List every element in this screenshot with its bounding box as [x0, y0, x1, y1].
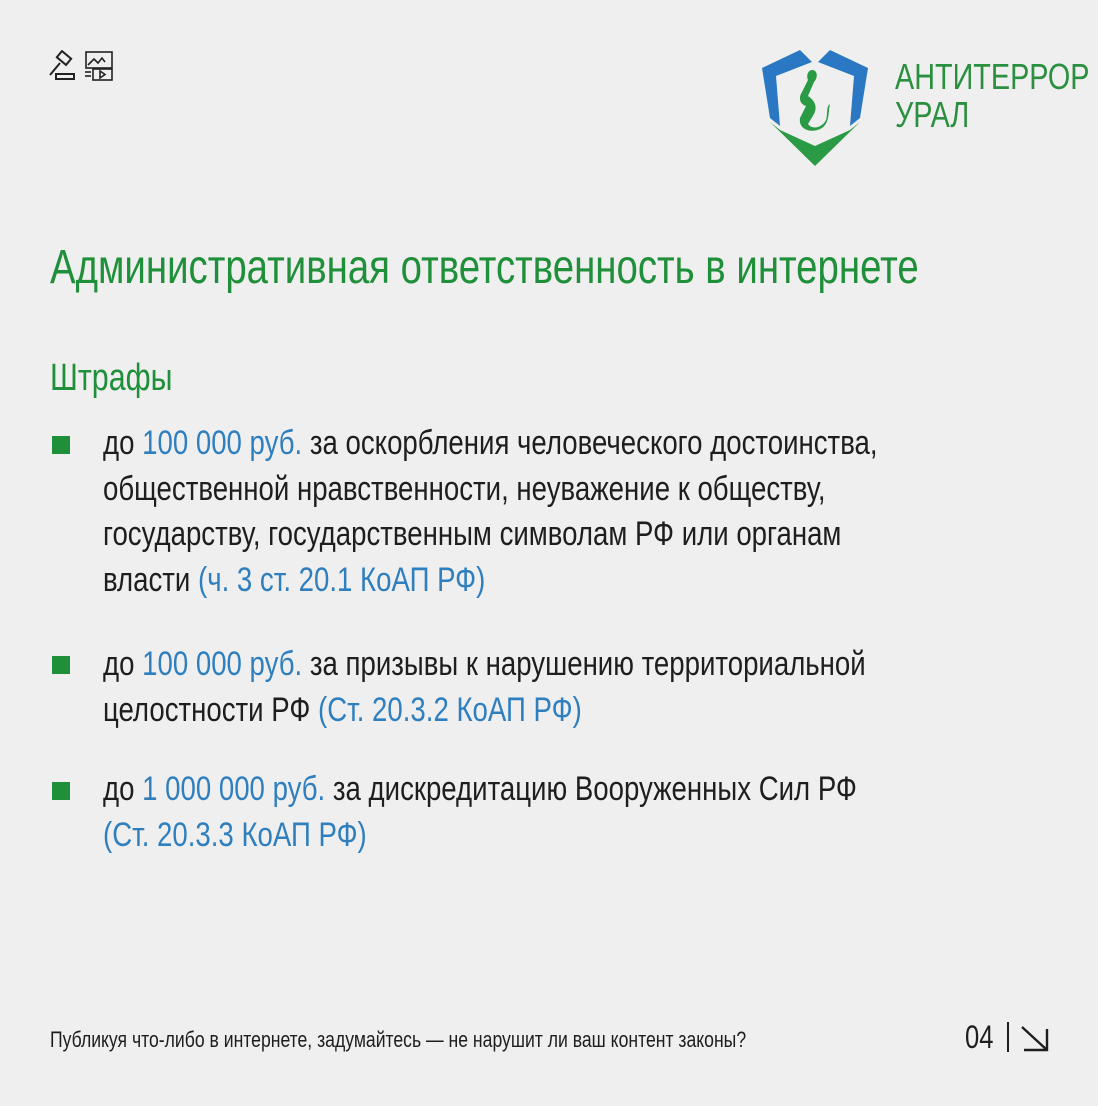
- line: [103, 558, 878, 604]
- body-text: общественной нравственности, неуважение к обществу,: [103, 469, 826, 508]
- highlight-text: (ч. 3 ст. 20.1 КоАП РФ): [198, 560, 486, 599]
- body-text: за дискредитацию Вооруженных Сил РФ: [325, 770, 857, 808]
- page-title: Административная ответственность в интернете: [50, 241, 919, 294]
- footer-text: Публикуя что-либо в интернете, задумайтесь — не нарушит ли ваш контент законы?: [50, 1027, 747, 1052]
- logo-line-1: АНТИТЕРРОР: [895, 56, 1090, 97]
- lizard-icon: [800, 70, 830, 131]
- logo-text: [895, 58, 1090, 134]
- gavel-icon: [50, 51, 74, 79]
- line: [103, 767, 857, 813]
- highlight-text: (Ст. 20.3.3 КоАП РФ): [103, 815, 367, 854]
- fine-item-2: [103, 642, 866, 733]
- line: [103, 688, 866, 734]
- body-text: за оскорбления человеческого достоинства,: [302, 424, 878, 462]
- line: [103, 421, 878, 467]
- logo-line-2: УРАЛ: [895, 94, 970, 135]
- line: [103, 642, 866, 688]
- bullet-icon: [52, 782, 70, 800]
- body-text: власти: [103, 560, 199, 599]
- highlight-text: 1 000 000 руб.: [142, 770, 326, 808]
- divider: [1007, 1022, 1009, 1052]
- media-content-icon: [85, 52, 112, 80]
- fine-item-3: [103, 767, 857, 858]
- logo-shield: [762, 48, 868, 173]
- body-text: государству, государственным символам РФ или органам: [103, 515, 842, 553]
- highlight-text: (Ст. 20.3.2 КоАП РФ): [318, 690, 582, 729]
- arrow-down-right-icon: [1020, 1025, 1050, 1058]
- body-text: до: [103, 645, 143, 683]
- highlight-text: 100 000 руб.: [142, 645, 303, 683]
- header-icons: [48, 50, 116, 87]
- fine-item-1: [103, 421, 878, 603]
- section-subtitle: Штрафы: [50, 357, 173, 399]
- body-text: целостности РФ: [103, 690, 319, 729]
- line: [103, 512, 878, 558]
- body-text: до: [103, 424, 143, 462]
- body-text: до: [103, 770, 143, 808]
- line: [103, 467, 878, 513]
- highlight-text: 100 000 руб.: [142, 424, 303, 462]
- line: [103, 813, 857, 859]
- bullet-icon: [52, 656, 70, 674]
- bullet-icon: [52, 436, 70, 454]
- page-number: 04: [965, 1019, 994, 1055]
- body-text: за призывы к нарушению территориальной: [302, 645, 866, 683]
